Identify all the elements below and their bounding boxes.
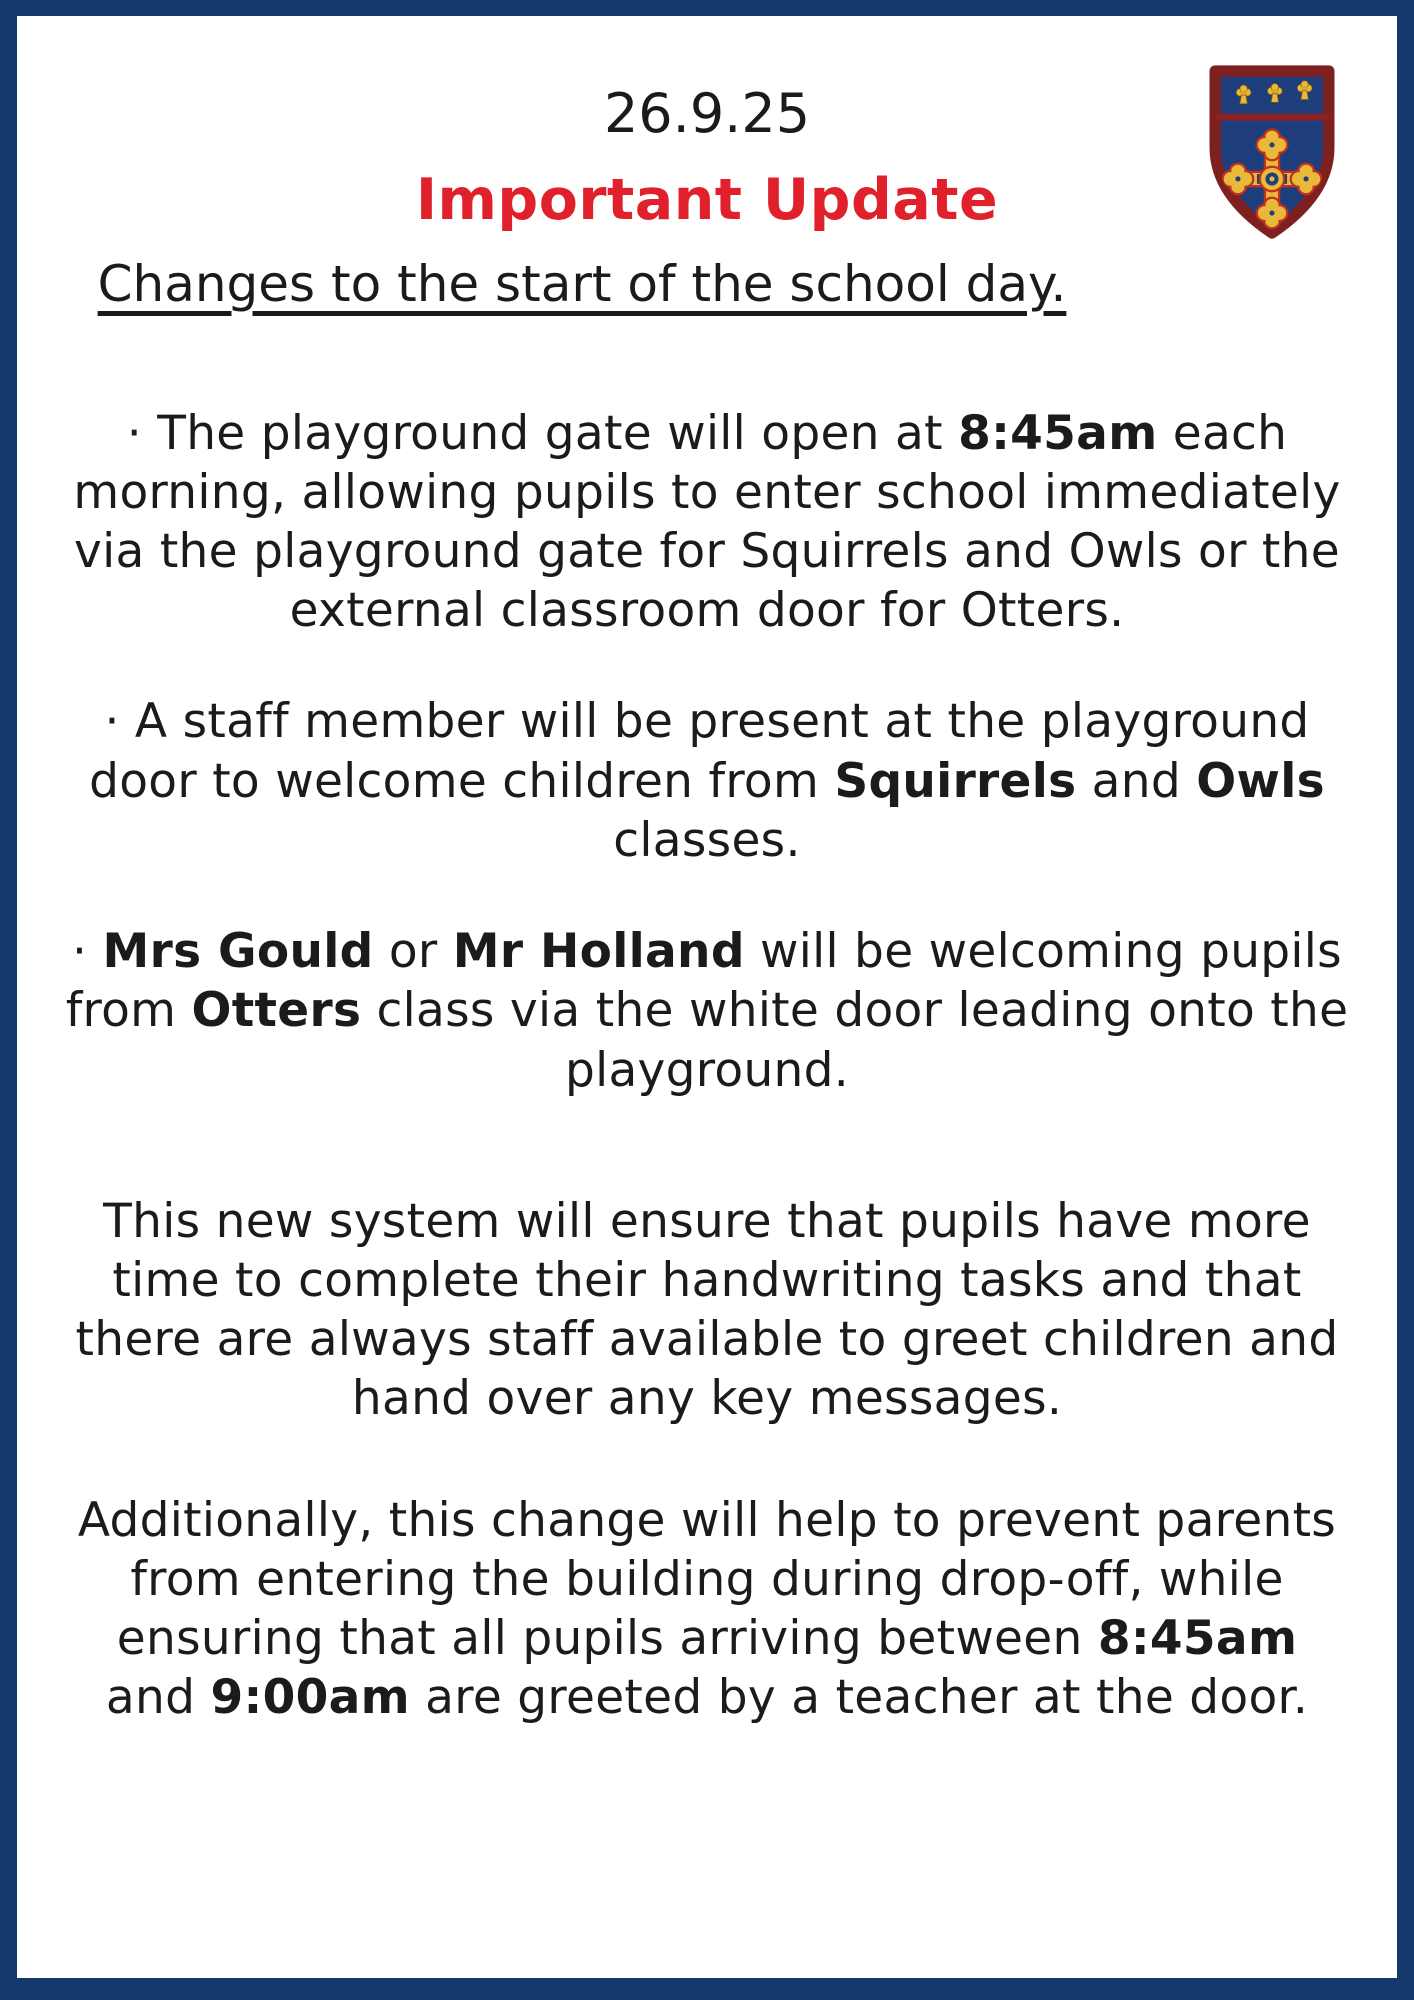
paragraph-welcoming-staff: · Mrs Gould or Mr Holland will be welcoming pupils from Otters class via the white door leading onto the playground. (65, 924, 1349, 1098)
notice-content (17, 82, 1397, 1727)
paragraph-additionally: Additionally, this change will help to prevent parents from entering the building during drop-off, while ensuring that all pupils arriving between 8:45am and 9:00am are greeted by a teacher at the door. (77, 1492, 1337, 1726)
page-title: Important Update (415, 166, 999, 233)
notice-body (65, 404, 1349, 1728)
paragraph-gate-open: · The playground gate will open at 8:45am each morning, allowing pupils to enter school immediately via the playground gate for Squirrels and Owls or the external classroom door for Otters. (73, 405, 1341, 639)
paragraph-new-system: This new system will ensure that pupils have more time to complete their handwriting tasks and that there are always staff available to greet children and hand over any key messages. (75, 1193, 1339, 1427)
page-subtitle: Changes to the start of the school day. (97, 254, 1067, 313)
date-text: 26.9.25 (603, 82, 811, 145)
paragraph-staff-member: · A staff member will be present at the playground door to welcome children from Squirrels and Owls classes. (89, 694, 1325, 868)
